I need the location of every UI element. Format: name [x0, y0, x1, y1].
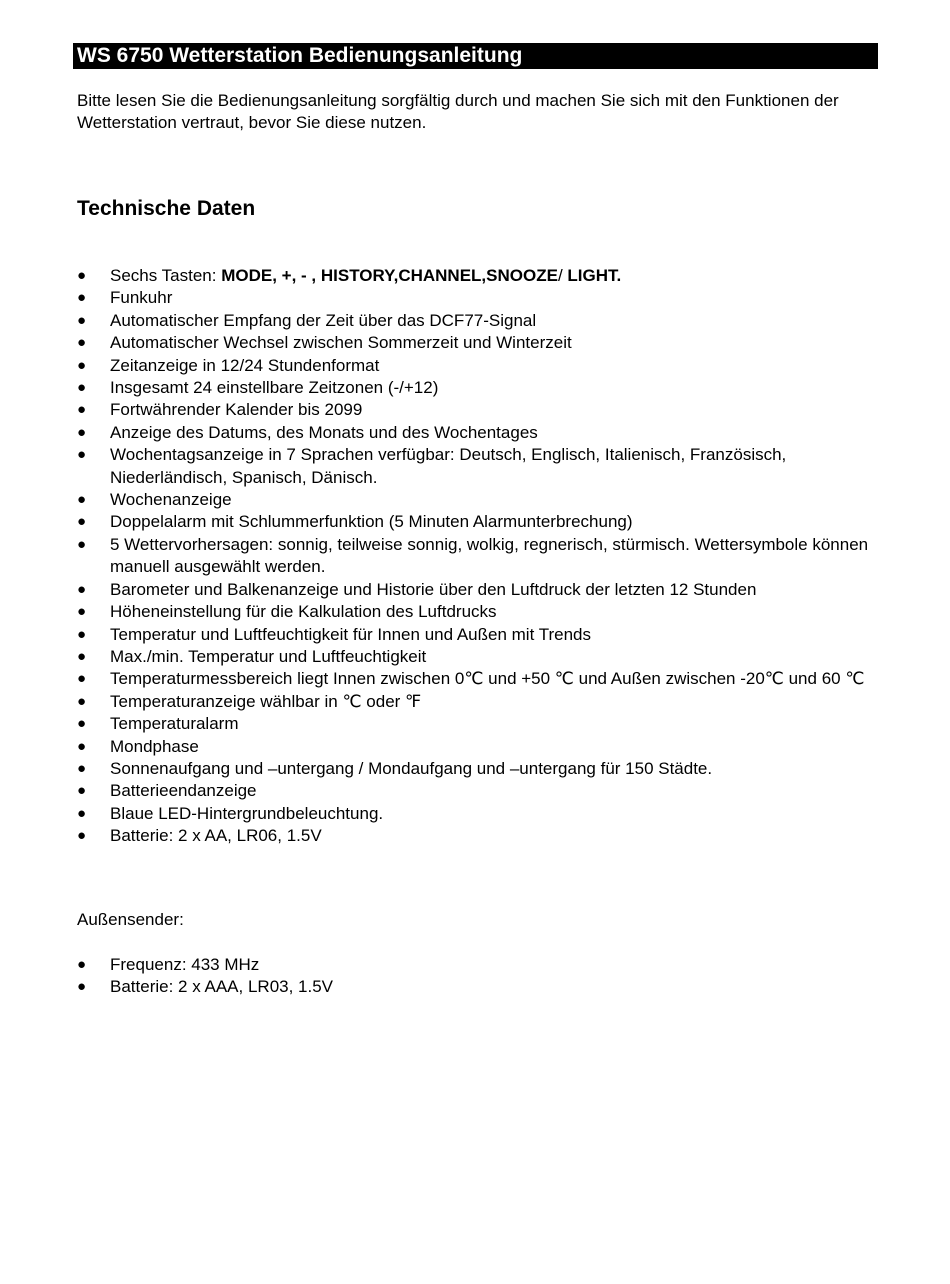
list-item: ● Sonnenaufgang und –untergang / Mondaufgang und –untergang für 150 Städte. [77, 758, 877, 780]
bullet-icon: ● [77, 827, 87, 845]
list-item: ● Insgesamt 24 einstellbare Zeitzonen (-/+12) [77, 377, 877, 399]
buttons-prefix: Sechs Tasten: [110, 266, 222, 285]
bullet-icon: ● [77, 737, 87, 755]
list-item: ● Doppelalarm mit Schlummerfunktion (5 Minuten Alarmunterbrechung) [77, 511, 877, 533]
bullet-icon: ● [77, 267, 87, 284]
bullet-icon: ● [77, 670, 87, 688]
bullet-icon: ● [77, 625, 87, 643]
list-item: ● 5 Wettervorhersagen: sonnig, teilweise sonnig, wolkig, regnerisch, stürmisch. Wettersymbole können manuell ausgewählt werden. [77, 534, 869, 577]
bullet-icon: ● [77, 535, 87, 553]
outdoor-sender-heading: Außensender: [77, 910, 184, 929]
list-item: ● Anzeige des Datums, des Monats und des Wochentages [77, 422, 877, 444]
bullet-icon: ● [77, 956, 87, 973]
bullet-icon: ● [77, 513, 87, 531]
page-title: WS 6750 Wetterstation Bedienungsanleitung [73, 43, 878, 69]
list-item: ● Temperatur und Luftfeuchtigkeit für Innen und Außen mit Trends [77, 624, 877, 646]
bullet-icon: ● [77, 334, 87, 352]
list-item: ● Fortwährender Kalender bis 2099 [77, 399, 877, 421]
bullet-icon: ● [77, 580, 87, 598]
list-item: ● Temperaturmessbereich liegt Innen zwischen 0℃ und +50 ℃ und Außen zwischen -20℃ und 60 ℃ [77, 668, 877, 690]
bullet-icon: ● [77, 423, 87, 441]
list-item: ● Zeitanzeige in 12/24 Stundenformat [77, 355, 877, 377]
bullet-icon: ● [77, 356, 87, 374]
bullet-icon: ● [77, 491, 87, 509]
bullet-icon: ● [77, 759, 87, 777]
list-item: ● Temperaturalarm [77, 713, 877, 735]
bullet-icon: ● [77, 401, 87, 419]
bullet-icon: ● [77, 446, 87, 464]
bullet-icon: ● [77, 978, 87, 996]
list-item: ● Automatischer Empfang der Zeit über das DCF77-Signal [77, 310, 877, 332]
list-item: ● Blaue LED-Hintergrundbeleuchtung. [77, 803, 877, 825]
section-heading-technical-data: Technische Daten [77, 197, 256, 220]
list-item: ● Wochenanzeige [77, 489, 877, 511]
bullet-icon: ● [77, 311, 87, 329]
list-item: ● Temperaturanzeige wählbar in ℃ oder ℉ [77, 691, 877, 713]
sender-list [77, 954, 877, 999]
list-item: ● Max./min. Temperatur und Luftfeuchtigkeit [77, 646, 877, 668]
bullet-icon: ● [77, 804, 87, 822]
list-item: ● Automatischer Wechsel zwischen Sommerzeit und Winterzeit [77, 332, 877, 354]
bullet-icon: ● [77, 782, 87, 800]
feature-list [77, 265, 877, 848]
bullet-icon: ● [77, 647, 87, 665]
intro-paragraph: Bitte lesen Sie die Bedienungsanleitung sorgfältig durch und machen Sie sich mit den Funktionen der Wetterstation vertraut, bevor Sie diese nutzen. [77, 91, 839, 132]
bullet-icon: ● [77, 715, 87, 733]
list-item: ● Funkuhr [77, 287, 877, 309]
bullet-icon: ● [77, 289, 87, 307]
list-item-buttons [77, 265, 877, 287]
list-item: ● Höheneinstellung für die Kalkulation des Luftdrucks [77, 601, 877, 623]
list-item: ● Batterieendanzeige [77, 780, 877, 802]
list-item: ● Batterie: 2 x AA, LR06, 1.5V [77, 825, 877, 847]
list-item: ● Batterie: 2 x AAA, LR03, 1.5V [77, 976, 877, 998]
bullet-icon: ● [77, 692, 87, 710]
bullet-icon: ● [77, 603, 87, 621]
list-item: ● Wochentagsanzeige in 7 Sprachen verfügbar: Deutsch, Englisch, Italienisch, Französisch, Niederländisch, Spanisch, Dänisch. [77, 445, 787, 487]
bullet-icon: ● [77, 379, 87, 397]
buttons-light: LIGHT. [567, 266, 622, 285]
buttons-keys: MODE, +, - , HISTORY,CHANNEL,SNOOZE [221, 266, 558, 285]
list-item: ● Frequenz: 433 MHz [77, 954, 877, 976]
buttons-separator: / [557, 266, 568, 285]
list-item: ● Mondphase [77, 736, 877, 758]
list-item: ● Barometer und Balkenanzeige und Historie über den Luftdruck der letzten 12 Stunden [77, 579, 877, 601]
